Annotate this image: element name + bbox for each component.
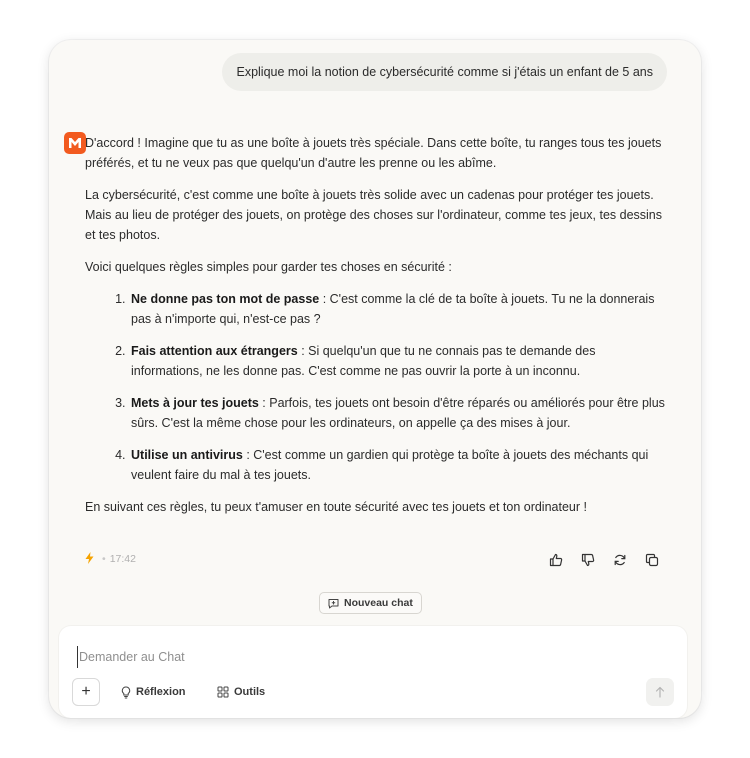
add-attachment-button[interactable]: +	[72, 678, 100, 706]
list-item	[129, 445, 665, 485]
list-item	[129, 393, 665, 433]
chat-input[interactable]	[77, 646, 639, 668]
separator-dot: •	[102, 553, 106, 565]
outils-button[interactable]	[217, 678, 265, 706]
new-chat-button[interactable]	[319, 592, 422, 614]
lightning-icon	[85, 552, 94, 567]
rule-title: Mets à jour tes jouets	[131, 396, 259, 410]
rule-text: : Si quelqu'un que tu ne connais pas te demande des informations, ne les donne pas. C'est comme ne pas ouvrir la porte à un inconnu.	[131, 344, 596, 378]
list-item	[129, 341, 665, 381]
message-actions	[547, 551, 661, 569]
reflexion-label: Réflexion	[136, 686, 186, 698]
refresh-icon[interactable]	[611, 551, 629, 569]
chat-window	[49, 40, 701, 718]
copy-icon[interactable]	[643, 551, 661, 569]
assistant-outro: En suivant ces règles, tu peux t'amuser en toute sécurité avec tes jouets et ton ordinateur !	[85, 500, 587, 514]
rule-text: : C'est comme un gardien qui protège ta boîte à jouets des méchants qui veulent faire du mal à tes jouets.	[131, 448, 649, 482]
assistant-paragraph: La cybersécurité, c'est comme une boîte à jouets très solide avec un cadenas pour protéger tes jouets. Mais au lieu de protéger des jouets, on protège des choses sur l'ordinateur, comme tes jeux, tes dessins et tes photos.	[85, 188, 663, 242]
rule-text: : C'est comme la clé de ta boîte à jouets. Tu ne la donnerais pas à n'importe qui, n'est-ce pas ?	[131, 292, 655, 326]
rule-title: Utilise un antivirus	[131, 448, 243, 462]
arrow-up-icon	[655, 686, 665, 698]
rule-title: Fais attention aux étrangers	[131, 344, 298, 358]
grid-icon	[217, 686, 229, 698]
thumbs-up-icon[interactable]	[547, 551, 565, 569]
assistant-paragraph: Voici quelques règles simples pour garder tes choses en sécurité :	[85, 260, 452, 274]
rule-title: Ne donne pas ton mot de passe	[131, 292, 320, 306]
thumbs-down-icon[interactable]	[579, 551, 597, 569]
composer	[59, 626, 687, 718]
new-chat-icon	[328, 598, 339, 609]
user-message: Explique moi la notion de cybersécurité comme si j'étais un enfant de 5 ans	[222, 53, 667, 91]
assistant-avatar-icon	[64, 132, 86, 154]
outils-label: Outils	[234, 686, 266, 698]
lightbulb-icon	[121, 686, 131, 699]
assistant-intro: D'accord ! Imagine que tu as une boîte à jouets très spéciale. Dans cette boîte, tu ranges tous tes jouets préférés, et tu ne veux pas que quelqu'un d'autre les prenne ou les abîme.	[85, 136, 662, 170]
rules-list	[85, 289, 665, 485]
send-button[interactable]	[646, 678, 674, 706]
list-item	[129, 289, 665, 329]
assistant-message	[85, 133, 665, 529]
new-chat-label: Nouveau chat	[344, 597, 413, 609]
reflexion-button[interactable]	[121, 678, 186, 706]
rule-text: : Parfois, tes jouets ont besoin d'être réparés ou améliorés pour être plus sûrs. C'est la même chose pour les ordinateurs, on appelle ça des mises à jour.	[131, 396, 665, 430]
message-time: 17:42	[109, 553, 136, 565]
